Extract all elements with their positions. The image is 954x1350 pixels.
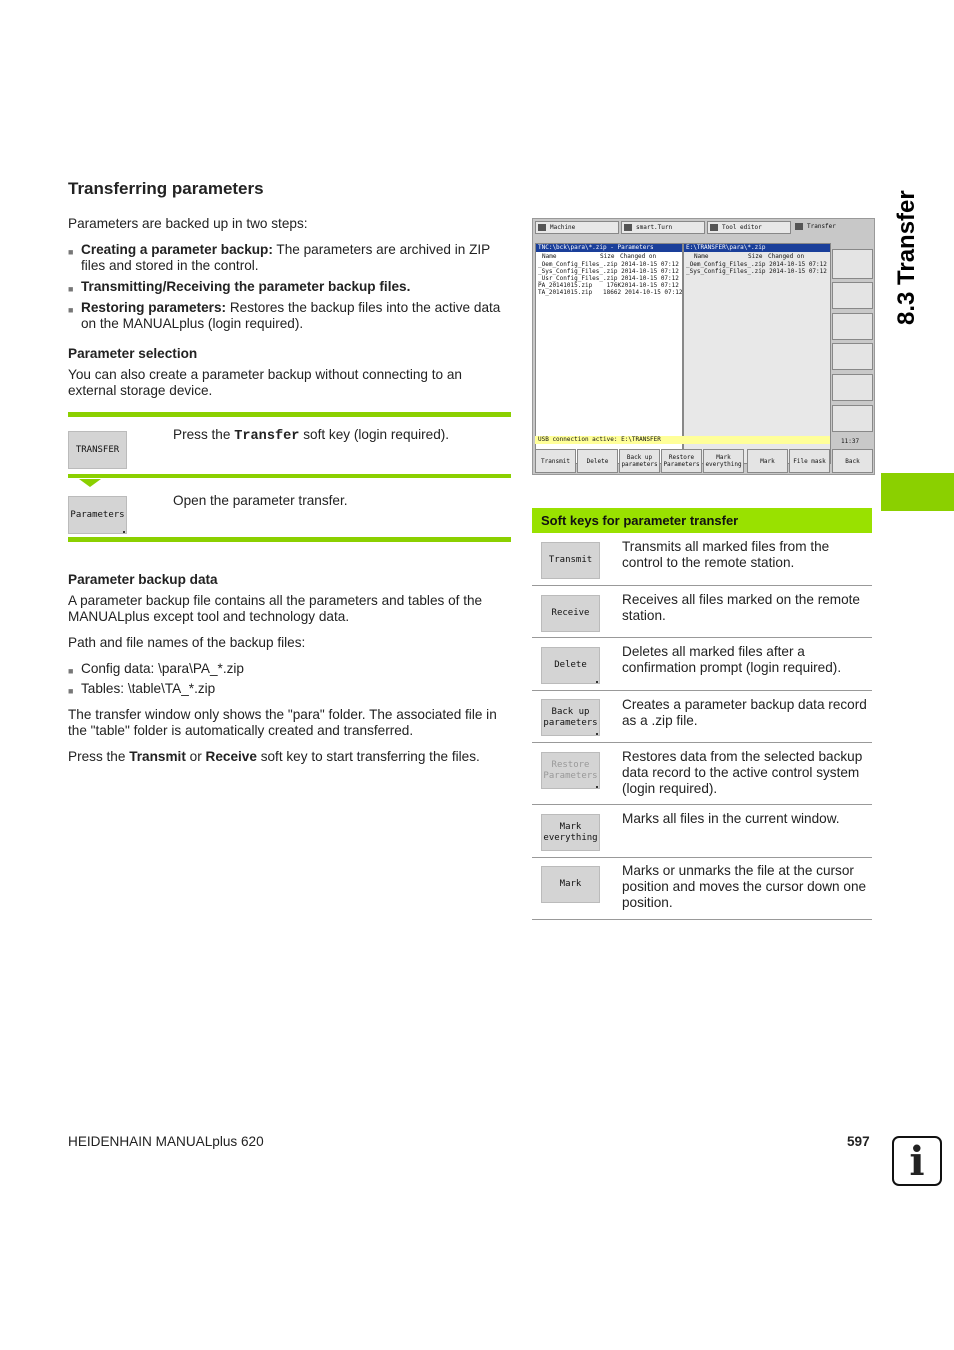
step-1: ■ Creating a parameter backup: The parameters are archived in ZIP files and stored in the control. bbox=[81, 242, 513, 274]
backup-data-p3: The transfer window only shows the "para" folder. The associated file in the "table" folder is automatically created and transferred. bbox=[68, 707, 497, 738]
step2-text: Open the parameter transfer. bbox=[173, 493, 348, 508]
tab-transfer[interactable]: Transfer bbox=[793, 221, 833, 234]
side-softkey[interactable] bbox=[832, 282, 873, 309]
param-selection-heading: Parameter selection bbox=[68, 346, 198, 361]
table-row bbox=[532, 586, 872, 638]
machine-icon bbox=[538, 224, 546, 231]
table-row bbox=[532, 858, 872, 920]
step1-text: Press the Transfer soft key (login required). bbox=[173, 427, 450, 444]
row-description: Deletes all marked files after a confirmation prompt (login required). bbox=[622, 644, 842, 675]
row-description: Marks all files in the current window. bbox=[622, 811, 840, 826]
backup-data-heading: Parameter backup data bbox=[68, 572, 218, 587]
side-softkey[interactable] bbox=[832, 343, 873, 370]
step-3: ■ Restoring parameters: Restores the backup files into the active data on the MANUALplus (login required). bbox=[81, 300, 513, 332]
side-softkey[interactable] bbox=[832, 374, 873, 401]
mark-everything-softkey[interactable]: Mark everything bbox=[541, 814, 600, 851]
param-selection-text: You can also create a parameter backup without connecting to an external storage device. bbox=[68, 367, 462, 398]
backup-softkey[interactable]: Back up parameters bbox=[619, 449, 660, 473]
col-size: Size bbox=[600, 253, 615, 260]
col-name: Name bbox=[542, 253, 557, 260]
backup-item: ■ Tables: \table\TA_*.zip bbox=[81, 681, 513, 697]
tool-editor-icon bbox=[710, 224, 718, 231]
step-divider bbox=[68, 537, 511, 542]
backup-data-p2: Path and file names of the backup files: bbox=[68, 635, 306, 650]
restore-softkey[interactable]: Restore Parameters bbox=[661, 449, 702, 473]
intro-text: Parameters are backed up in two steps: bbox=[68, 216, 308, 231]
backup-data-p1: A parameter backup file contains all the parameters and tables of the MANUALplus except tool and technology data. bbox=[68, 593, 483, 624]
step-2: ■ Transmitting/Receiving the parameter backup files. bbox=[81, 279, 513, 295]
section-title: Transferring parameters bbox=[68, 179, 264, 198]
table-row bbox=[532, 805, 872, 858]
tab-smart-turn[interactable]: smart.Turn bbox=[621, 221, 705, 234]
side-softkey[interactable] bbox=[832, 313, 873, 340]
transfer-icon bbox=[795, 223, 803, 230]
col-name: Name bbox=[694, 253, 709, 260]
backup-softkey[interactable]: Back up parameters bbox=[541, 699, 600, 736]
file-mask-softkey[interactable]: File mask bbox=[789, 449, 830, 473]
tab-machine[interactable]: Machine bbox=[535, 221, 619, 234]
right-path: E:\TRANSFER\para\*.zip bbox=[684, 244, 830, 252]
transfer-screenshot bbox=[532, 218, 875, 475]
transfer-softkey[interactable]: TRANSFER bbox=[68, 431, 127, 469]
left-file-pane[interactable] bbox=[535, 243, 683, 464]
backup-item: ■ Config data: \para\PA_*.zip bbox=[81, 661, 513, 677]
footer-title: HEIDENHAIN MANUALplus 620 bbox=[68, 1134, 264, 1149]
table-row bbox=[532, 533, 872, 586]
delete-softkey[interactable]: Delete bbox=[541, 647, 600, 684]
clock: 11:37 bbox=[841, 438, 860, 445]
softkey-table-header: Soft keys for parameter transfer bbox=[532, 508, 872, 533]
list-item[interactable]: _Oem_Config_Files_.zip 2014-10-15 07:12 bbox=[686, 261, 827, 268]
mark-softkey[interactable]: Mark bbox=[747, 449, 788, 473]
row-description: Creates a parameter backup data record as a .zip file. bbox=[622, 697, 867, 728]
transmit-softkey[interactable]: Transmit bbox=[535, 449, 576, 473]
tab-tool-editor[interactable]: Tool editor bbox=[707, 221, 791, 234]
machine-mode-softkey[interactable] bbox=[832, 249, 873, 279]
delete-softkey[interactable]: Delete bbox=[577, 449, 618, 473]
transfer-t-softkey[interactable] bbox=[832, 405, 873, 432]
list-item[interactable]: _Sys_Config_Files_.zip 2014-10-15 07:12 bbox=[538, 268, 679, 275]
smart-turn-icon bbox=[624, 224, 632, 231]
back-softkey[interactable]: Back bbox=[832, 449, 873, 473]
mark-softkey[interactable]: Mark bbox=[541, 866, 600, 903]
usb-status: USB connection active: E:\TRANSFER bbox=[535, 436, 830, 444]
chapter-title: 8.3 Transfer bbox=[893, 190, 920, 325]
col-changed: Changed on bbox=[768, 253, 805, 260]
step-divider bbox=[68, 412, 511, 417]
row-description: Transmits all marked files from the control to the remote station. bbox=[622, 539, 830, 570]
transmit-softkey[interactable]: Transmit bbox=[541, 542, 600, 579]
info-icon: i bbox=[892, 1136, 942, 1186]
step-arrow-icon bbox=[79, 479, 101, 487]
right-file-pane[interactable] bbox=[683, 243, 831, 464]
backup-data-p4: Press the Transmit or Receive soft key to start transferring the files. bbox=[68, 749, 480, 764]
list-item[interactable]: _Oem_Config_Files_.zip 2014-10-15 07:12 bbox=[538, 261, 679, 268]
row-description: Restores data from the selected backup data record to the active control system (login required). bbox=[622, 749, 863, 796]
col-size: Size bbox=[748, 253, 763, 260]
table-row bbox=[532, 743, 872, 805]
table-row bbox=[532, 638, 872, 691]
page-number: 597 bbox=[847, 1134, 870, 1149]
restore-softkey[interactable]: Restore Parameters bbox=[541, 752, 600, 789]
list-item[interactable]: PA_20141015.zip 176K2014-10-15 07:12 bbox=[538, 282, 679, 289]
list-item[interactable]: _Sys_Config_Files_.zip 2014-10-15 07:12 bbox=[686, 268, 827, 275]
list-item[interactable]: TA_20141015.zip 18662 2014-10-15 07:12 bbox=[538, 289, 683, 296]
chapter-tab bbox=[881, 473, 954, 511]
receive-softkey[interactable]: Receive bbox=[541, 595, 600, 632]
parameters-softkey[interactable]: Parameters bbox=[68, 496, 127, 534]
col-changed: Changed on bbox=[620, 253, 657, 260]
step-divider bbox=[68, 474, 511, 478]
mark-everything-softkey[interactable]: Mark everything bbox=[703, 449, 744, 473]
table-row bbox=[532, 691, 872, 743]
left-path: TNC:\bck\para\*.zip - Parameters bbox=[536, 244, 682, 252]
list-item[interactable]: _Usr_Config_Files_.zip 2014-10-15 07:12 bbox=[538, 275, 679, 282]
row-description: Receives all files marked on the remote station. bbox=[622, 592, 860, 623]
row-description: Marks or unmarks the file at the cursor position and moves the cursor down one position. bbox=[622, 863, 867, 910]
